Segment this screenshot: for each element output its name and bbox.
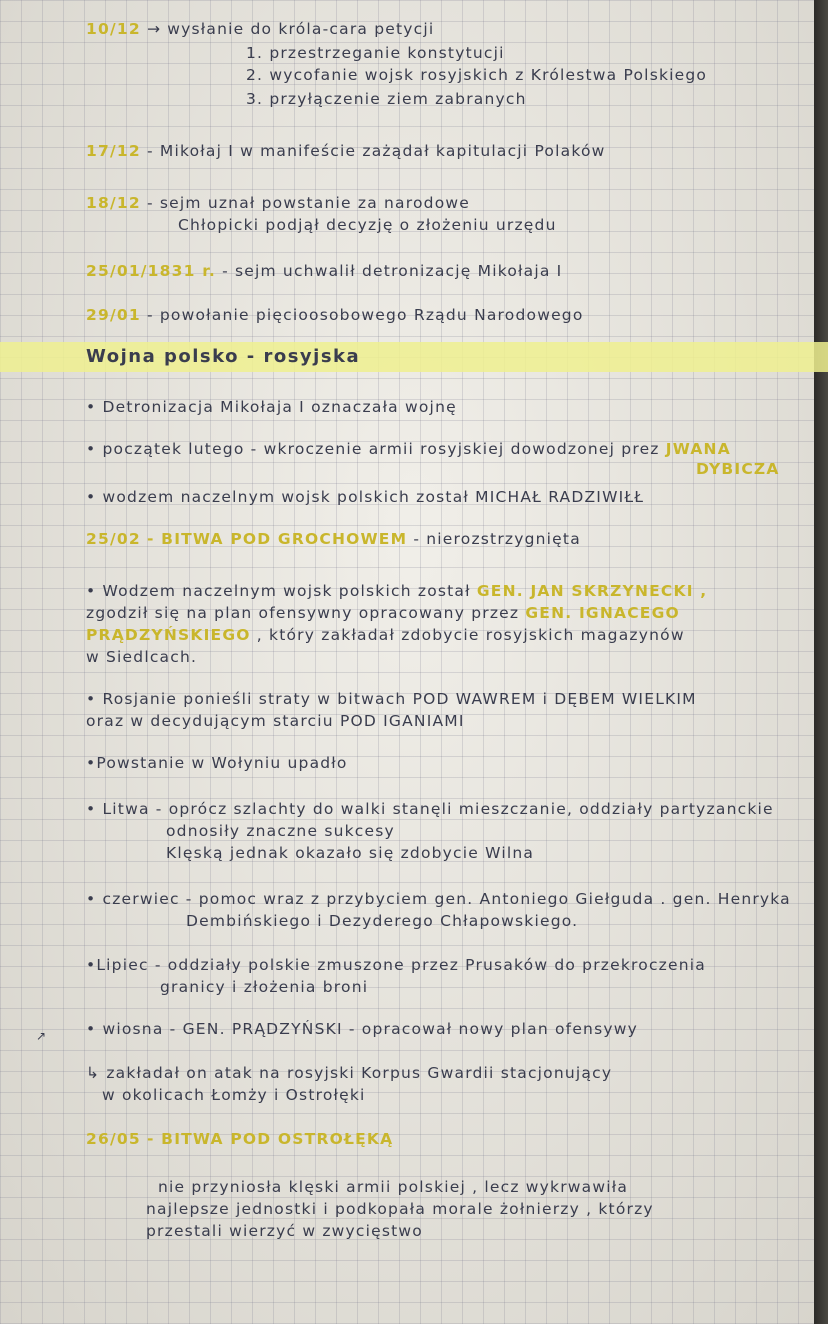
entry-text: - sejm uznał powstanie za narodowe bbox=[146, 194, 471, 212]
entry-29-01 bbox=[86, 306, 584, 324]
list-item: • Rosjanie ponieśli straty w bitwach POD WAWREM i DĘBEM WIELKIM bbox=[86, 690, 697, 708]
list-item: 2. wycofanie wojsk rosyjskich z Królestwa Polskiego bbox=[246, 66, 708, 84]
list-item bbox=[86, 626, 685, 644]
entry-25-02 bbox=[86, 530, 581, 548]
battle-title: - BITWA POD GROCHOWEM bbox=[146, 530, 408, 548]
list-item: • Litwa - oprócz szlachty do walki stanęli mieszczanie, oddziały partyzanckie bbox=[86, 800, 774, 818]
list-item bbox=[86, 604, 680, 622]
page-edge-shadow bbox=[814, 0, 828, 1324]
highlight-name: DYBICZA bbox=[696, 460, 780, 478]
entry-10-12 bbox=[86, 20, 434, 38]
person-name: MICHAŁ RADZIWIŁŁ bbox=[475, 488, 645, 506]
list-item bbox=[86, 488, 644, 506]
entry-25-01 bbox=[86, 262, 562, 280]
list-item: • wiosna - GEN. PRĄDZYŃSKI - opracował nowy plan ofensywy bbox=[86, 1020, 638, 1038]
list-item: •Powstanie w Wołyniu upadło bbox=[86, 754, 348, 772]
list-item: 1. przestrzeganie konstytucji bbox=[246, 44, 505, 62]
entry-text: w okolicach Łomży i Ostrołęki bbox=[102, 1086, 366, 1104]
date-17-12: 17/12 bbox=[86, 142, 141, 160]
entry-text: Dembińskiego i Dezyderego Chłapowskiego. bbox=[186, 912, 579, 930]
date-26-05: 26/05 bbox=[86, 1130, 141, 1148]
list-item: ↳ zakładał on atak na rosyjski Korpus Gwardii stacjonujący bbox=[86, 1064, 613, 1082]
highlight-name: GEN. JAN SKRZYNECKI , bbox=[476, 582, 708, 600]
highlight-name: GEN. IGNACEGO bbox=[525, 604, 680, 622]
date-10-12: 10/12 bbox=[86, 20, 141, 38]
date-18-12: 18/12 bbox=[86, 194, 141, 212]
entry-text: • wodzem naczelnym wojsk polskich został bbox=[86, 488, 469, 506]
highlight-name: JWANA bbox=[665, 440, 731, 458]
entry-text: Klęską jednak okazało się zdobycie Wilna bbox=[166, 844, 535, 862]
entry-text: , który zakładał zdobycie rosyjskich magazynów bbox=[256, 626, 685, 644]
entry-text: najlepsze jednostki i podkopała morale żołnierzy , którzy bbox=[146, 1200, 654, 1218]
margin-mark-icon: ↗ bbox=[36, 1029, 48, 1043]
entry-text: przestali wierzyć w zwycięstwo bbox=[146, 1222, 423, 1240]
battle-title: - BITWA POD OSTROŁĘKĄ bbox=[146, 1130, 394, 1148]
entry-18-12 bbox=[86, 194, 470, 212]
entry-text: • początek lutego - wkroczenie armii rosyjskiej dowodzonej prez bbox=[86, 440, 660, 458]
date-25-02: 25/02 bbox=[86, 530, 141, 548]
entry-text: • Wodzem naczelnym wojsk polskich został bbox=[86, 582, 471, 600]
list-item bbox=[86, 440, 731, 458]
entry-text: oraz w decydującym starciu POD IGANIAMI bbox=[86, 712, 465, 730]
entry-text: zgodził się na plan ofensywny opracowany przez bbox=[86, 604, 520, 622]
entry-text: w Siedlcach. bbox=[86, 648, 198, 666]
entry-text: granicy i złożenia broni bbox=[160, 978, 369, 996]
list-item: •Lipiec - oddziały polskie zmuszone przez Prusaków do przekroczenia bbox=[86, 956, 706, 974]
entry-text: Chłopicki podjął decyzję o złożeniu urzędu bbox=[178, 216, 557, 234]
entry-text: nie przyniosła klęski armii polskiej , lecz wykrwawiła bbox=[158, 1178, 629, 1196]
list-item bbox=[86, 582, 707, 600]
section-title: Wojna polsko - rosyjska bbox=[86, 346, 361, 367]
entry-26-05 bbox=[86, 1130, 393, 1148]
entry-text: - nierozstrzygnięta bbox=[413, 530, 581, 548]
list-item: • Detronizacja Mikołaja I oznaczała wojnę bbox=[86, 398, 457, 416]
entry-text: - sejm uchwalił detronizację Mikołaja I bbox=[222, 262, 563, 280]
list-item: 3. przyłączenie ziem zabranych bbox=[246, 90, 527, 108]
highlight-name: PRĄDZYŃSKIEGO bbox=[86, 626, 251, 644]
date-25-01-1831: 25/01/1831 r. bbox=[86, 262, 216, 280]
entry-text: → wysłanie do króla-cara petycji bbox=[146, 20, 435, 38]
entry-text: - powołanie pięcioosobowego Rządu Narodowego bbox=[146, 306, 584, 324]
entry-text: odnosiły znaczne sukcesy bbox=[166, 822, 395, 840]
date-29-01: 29/01 bbox=[86, 306, 141, 324]
list-item: • czerwiec - pomoc wraz z przybyciem gen. Antoniego Giełguda . gen. Henryka bbox=[86, 890, 791, 908]
entry-17-12 bbox=[86, 142, 606, 160]
entry-text: - Mikołaj I w manifeście zażądał kapitulacji Polaków bbox=[146, 142, 606, 160]
